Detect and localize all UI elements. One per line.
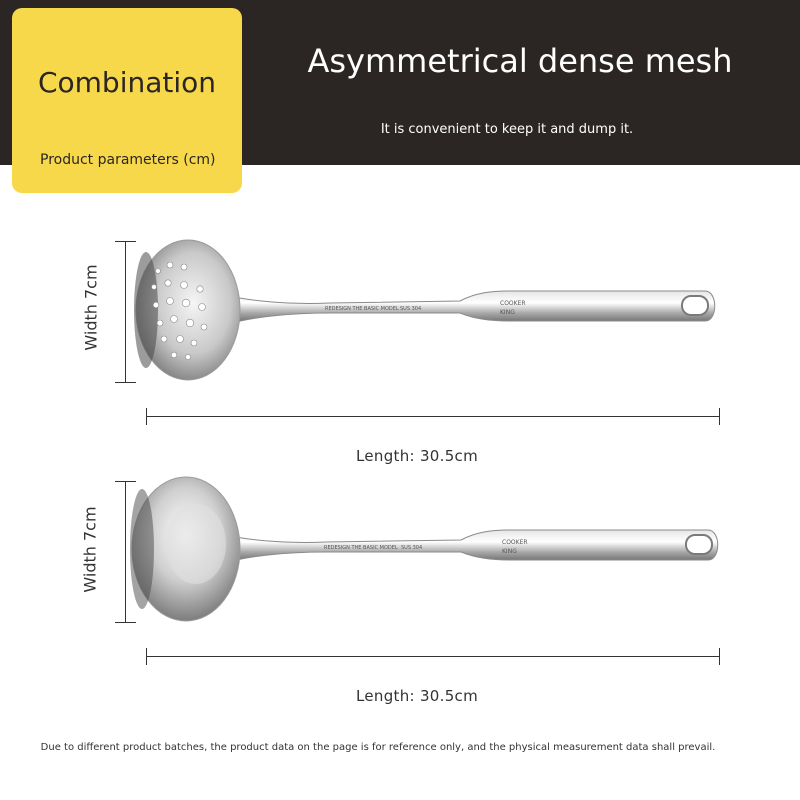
handle-shape [225,291,715,325]
width-label-ladle: Width 7cm [80,506,100,593]
brand-line1: COOKER [500,300,526,307]
hang-hole-icon [682,296,708,315]
handle-engraving: REDESIGN THE BASIC MODEL [324,545,398,551]
hang-hole-icon [686,535,712,554]
width-dimension-colander [125,241,126,383]
width-label-colander: Width 7cm [81,264,101,351]
brand-line2: KING [500,309,515,316]
combination-badge [12,8,242,193]
badge-title: Combination [37,66,217,99]
length-label-colander: Length: 30.5cm [355,447,479,465]
length-dimension-colander [146,416,720,417]
length-label-ladle: Length: 30.5cm [355,687,479,705]
length-dimension-ladle [146,656,720,657]
brand-line1: COOKER [502,539,528,546]
material-engraving: SUS 304 [401,545,423,551]
colander-spoon-image [130,235,730,385]
material-engraving: SUS 304 [400,306,422,312]
headline: Asymmetrical dense mesh [307,42,733,80]
brand-line2: KING [502,548,517,555]
subline: It is convenient to keep it and dump it. [380,122,634,137]
handle-shape [221,530,718,564]
soup-ladle-image [126,474,726,624]
disclaimer: Due to different product batches, the product data on the page is for reference only, and the physical measurement data shall prevail. [40,742,716,753]
badge-subtitle: Product parameters (cm) [40,152,216,168]
handle-engraving: REDESIGN THE BASIC MODEL [325,306,399,312]
